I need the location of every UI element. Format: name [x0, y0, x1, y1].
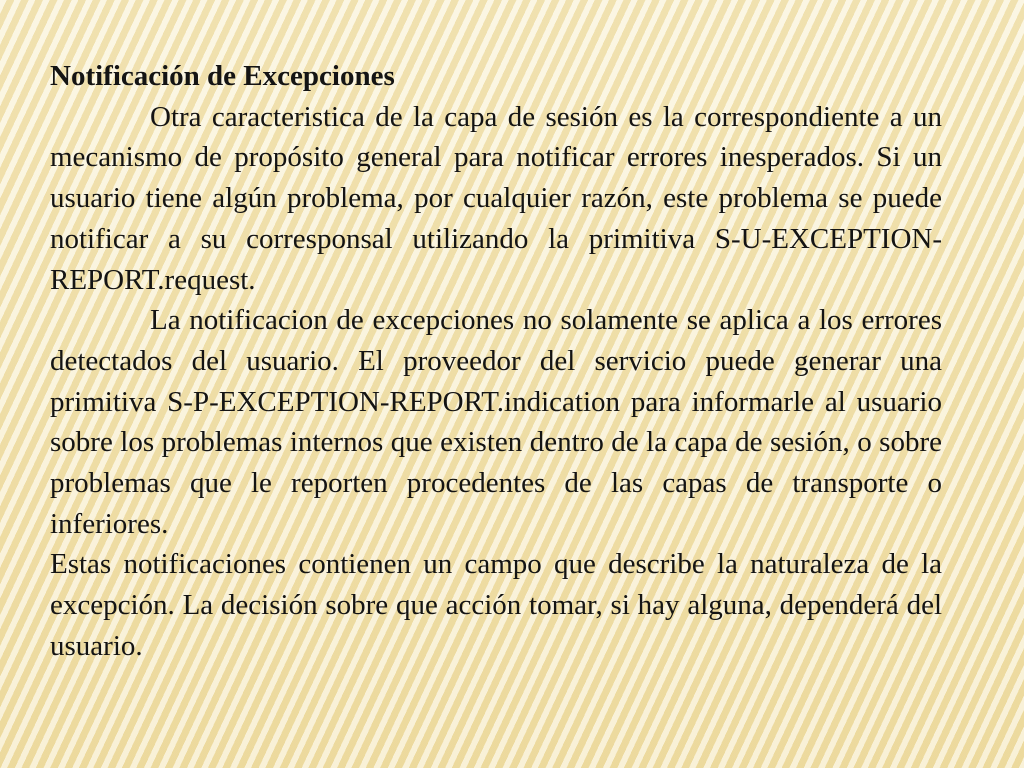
paragraph-2: La notificacion de excepciones no solamente se aplica a los errores detectados del usuario. El proveedor del servicio puede generar una primitiva S-P-EXCEPTION-REPORT.indication para informarle al usuario sobre los problemas internos que existen dentro de la capa de sesión, o sobre problemas que le reporten procedentes de las capas de transporte o inferiores. [50, 304, 942, 540]
paragraph-1: Otra caracteristica de la capa de sesión es la correspondiente a un mecanismo de propósito general para notificar errores inesperados. Si un usuario tiene algún problema, por cualquier razón, este problema se puede notificar a su corresponsal utilizando la primitiva S-U-EXCEPTION-REPORT.request. [50, 100, 942, 296]
slide-content [50, 56, 942, 667]
slide-heading: Notificación de Excepciones [50, 60, 395, 92]
paragraph-3: Estas notificaciones contienen un campo que describe la naturaleza de la excepción. La decisión sobre que acción tomar, si hay alguna, dependerá del usuario. [50, 548, 942, 662]
